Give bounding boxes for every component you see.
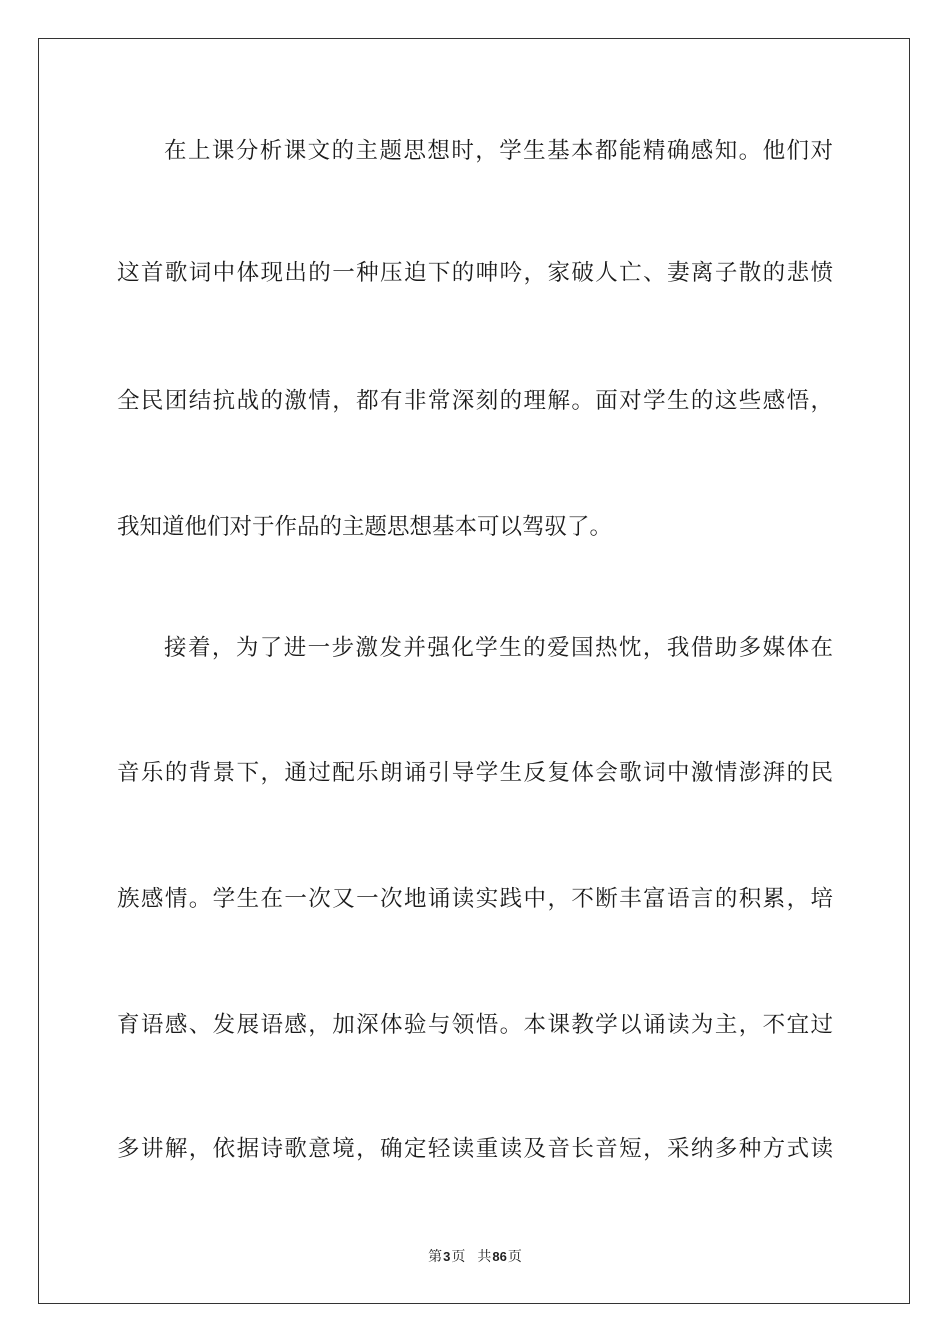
page-footer [0,1248,950,1266]
paragraph-1-line-1: 在上课分析课文的主题思想时，学生基本都能精确感知。他们对 [164,138,833,164]
page-number: 3 [443,1249,451,1264]
paragraph-2-line-5: 多讲解，依据诗歌意境，确定轻读重读及音长音短，采纳多种方式读 [117,1136,833,1162]
total-suffix: 页 [507,1249,522,1265]
paragraph-1-line-2: 这首歌词中体现出的一种压迫下的呻吟，家破人亡、妻离子散的悲愤 [117,260,833,286]
page-suffix: 页 [451,1249,466,1265]
paragraph-1-line-3: 全民团结抗战的激情，都有非常深刻的理解。面对学生的这些感悟， [117,388,833,414]
paragraph-1-line-4: 我知道他们对于作品的主题思想基本可以驾驭了。 [117,514,613,540]
total-pages: 86 [492,1249,507,1264]
total-prefix: 共 [477,1249,492,1265]
page-prefix: 第 [428,1249,443,1265]
paragraph-2-line-3: 族感情。学生在一次又一次地诵读实践中，不断丰富语言的积累，培 [117,886,833,912]
paragraph-2-line-1: 接着，为了进一步激发并强化学生的爱国热忱，我借助多媒体在 [164,635,833,661]
paragraph-2-line-4: 育语感、发展语感，加深体验与领悟。本课教学以诵读为主，不宜过 [117,1012,833,1038]
page-frame [38,38,910,1304]
paragraph-2-line-2: 音乐的背景下，通过配乐朗诵引导学生反复体会歌词中激情澎湃的民 [117,760,833,786]
